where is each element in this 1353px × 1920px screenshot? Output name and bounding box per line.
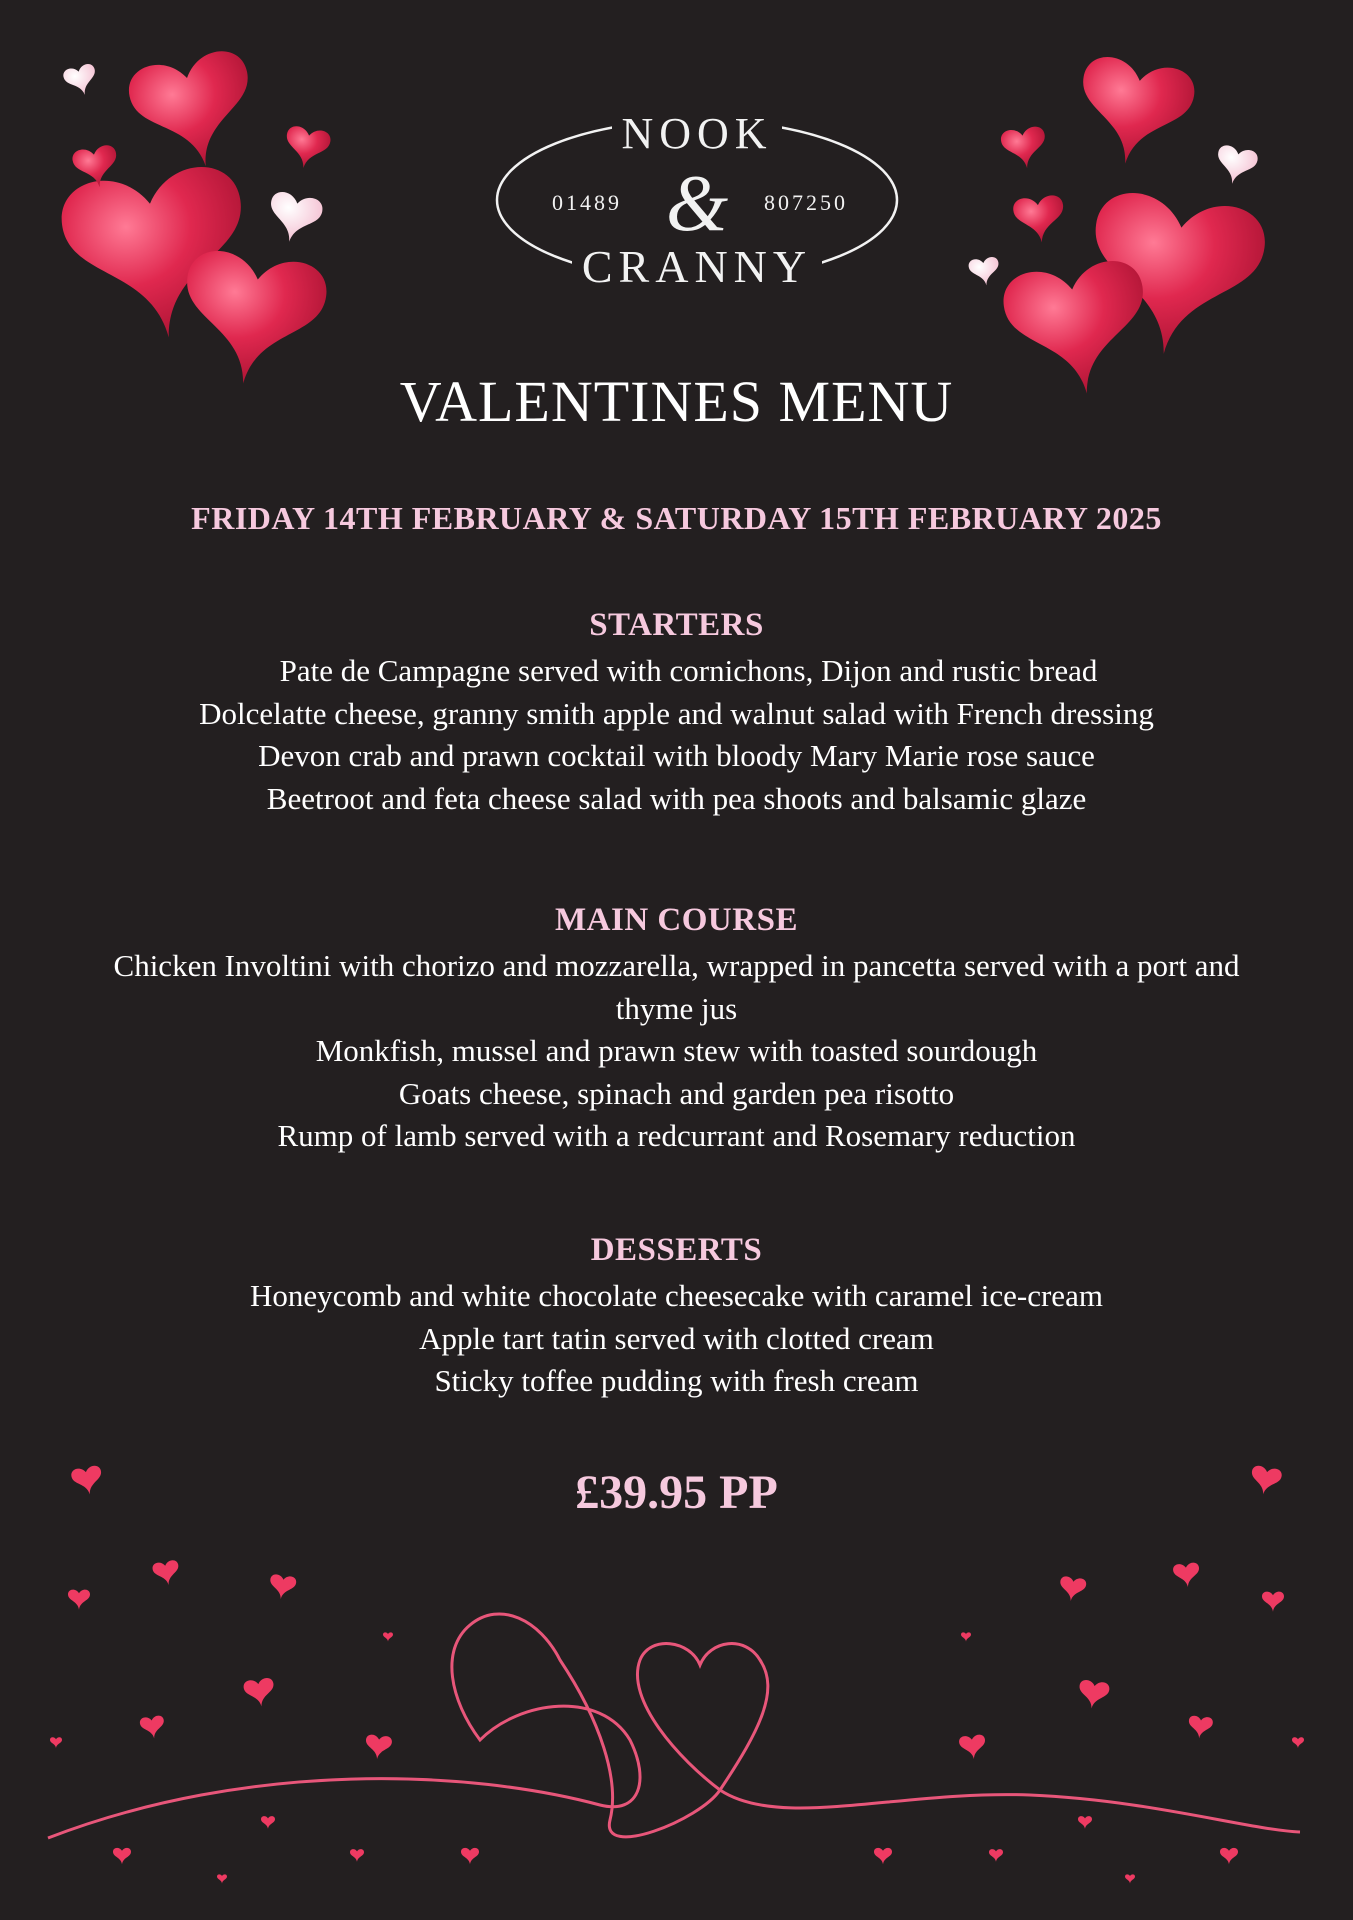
- heart-icon: [1058, 1576, 1087, 1603]
- page-title: VALENTINES MENU: [399, 369, 954, 434]
- starters-section: [0, 607, 1353, 820]
- heart-icon: [68, 1590, 90, 1610]
- main-course-heading: MAIN COURSE: [555, 902, 798, 938]
- starters-heading: STARTERS: [589, 607, 764, 643]
- restaurant-logo: [492, 110, 902, 300]
- heart-icon: [62, 62, 100, 99]
- menu-item: Pate de Campagne served with cornichons, Dijon and rustic bread: [279, 653, 1098, 688]
- main-course-section: [0, 902, 1353, 1158]
- heart-icon: [461, 1848, 479, 1864]
- heart-icon: [1012, 194, 1067, 245]
- heart-icon: [268, 1574, 297, 1601]
- heart-icon: [961, 1632, 971, 1641]
- logo-bottom-word: CRANNY: [581, 241, 813, 292]
- ribbon-line: [48, 1614, 1300, 1838]
- heart-icon: [1077, 1679, 1111, 1710]
- menu-item: Apple tart tatin served with clotted cream: [419, 1320, 934, 1356]
- heart-icon: [264, 190, 325, 247]
- heart-icon: [282, 125, 332, 172]
- heart-icon: [383, 1632, 393, 1641]
- heart-icon: [261, 1816, 275, 1829]
- heart-icon: [1292, 1737, 1304, 1748]
- menu-item: Devon crab and prawn cocktail with bloody Mary Marie rose sauce: [258, 738, 1095, 773]
- heart-icon: [968, 256, 1002, 287]
- desserts-heading: DESSERTS: [590, 1232, 763, 1268]
- logo-phone-right: 807250: [764, 190, 848, 215]
- heart-icon: [243, 1677, 277, 1708]
- logo-top-word: NOOK: [621, 110, 773, 158]
- menu-item: Chicken Involtini with chorizo and mozzarella, wrapped in pancetta served with a port and thyme jus: [113, 948, 1240, 1026]
- heart-icon: [1078, 1816, 1092, 1829]
- heart-icon: [1213, 144, 1260, 188]
- menu-item: Honeycomb and white chocolate cheesecake with caramel ice-cream: [250, 1278, 1103, 1313]
- menu-item: Dolcelatte cheese, granny smith apple and walnut salad with French dressing: [199, 695, 1154, 731]
- menu-item: Goats cheese, spinach and garden pea risotto: [398, 1075, 955, 1111]
- heart-icon: [1125, 1874, 1135, 1883]
- heart-icon: [152, 1559, 182, 1587]
- heart-icon: [874, 1848, 892, 1864]
- heart-icon: [1262, 1592, 1284, 1612]
- menu-item: Beetroot and feta cheese salad with pea shoots and balsamic glaze: [266, 780, 1087, 816]
- heart-icon: [217, 1874, 227, 1883]
- menu-item: Sticky toffee pudding with fresh cream: [434, 1363, 919, 1398]
- heart-icon: [959, 1734, 987, 1760]
- heart-icon: [1070, 53, 1198, 173]
- heart-icon: [1187, 1715, 1213, 1739]
- logo-phone-left: 01489: [552, 190, 622, 215]
- heart-icon: [1000, 125, 1049, 171]
- heart-icon: [1173, 1562, 1201, 1588]
- heart-icon: [1220, 1848, 1238, 1864]
- desserts-section: [0, 1232, 1353, 1403]
- menu-item: Monkfish, mussel and prawn stew with toasted sourdough: [315, 1033, 1038, 1068]
- heart-icon: [989, 1849, 1003, 1862]
- menu-item: Rump of lamb served with a redcurrant and Rosemary reduction: [277, 1118, 1076, 1153]
- heart-icon: [71, 144, 121, 191]
- heart-icon: [1080, 188, 1270, 366]
- event-dates: FRIDAY 14TH FEBRUARY & SATURDAY 15TH FEBRUARY 2025: [191, 500, 1162, 536]
- heart-icon: [364, 1734, 392, 1760]
- heart-icon: [124, 46, 264, 178]
- logo-ampersand: &: [665, 160, 729, 248]
- heart-icon: [350, 1849, 364, 1862]
- price-per-person: £39.95 PP: [575, 1466, 778, 1519]
- heart-icon: [139, 1715, 166, 1740]
- heart-icon: [50, 1737, 62, 1748]
- heart-icon: [113, 1848, 131, 1864]
- heart-icon: [57, 162, 258, 350]
